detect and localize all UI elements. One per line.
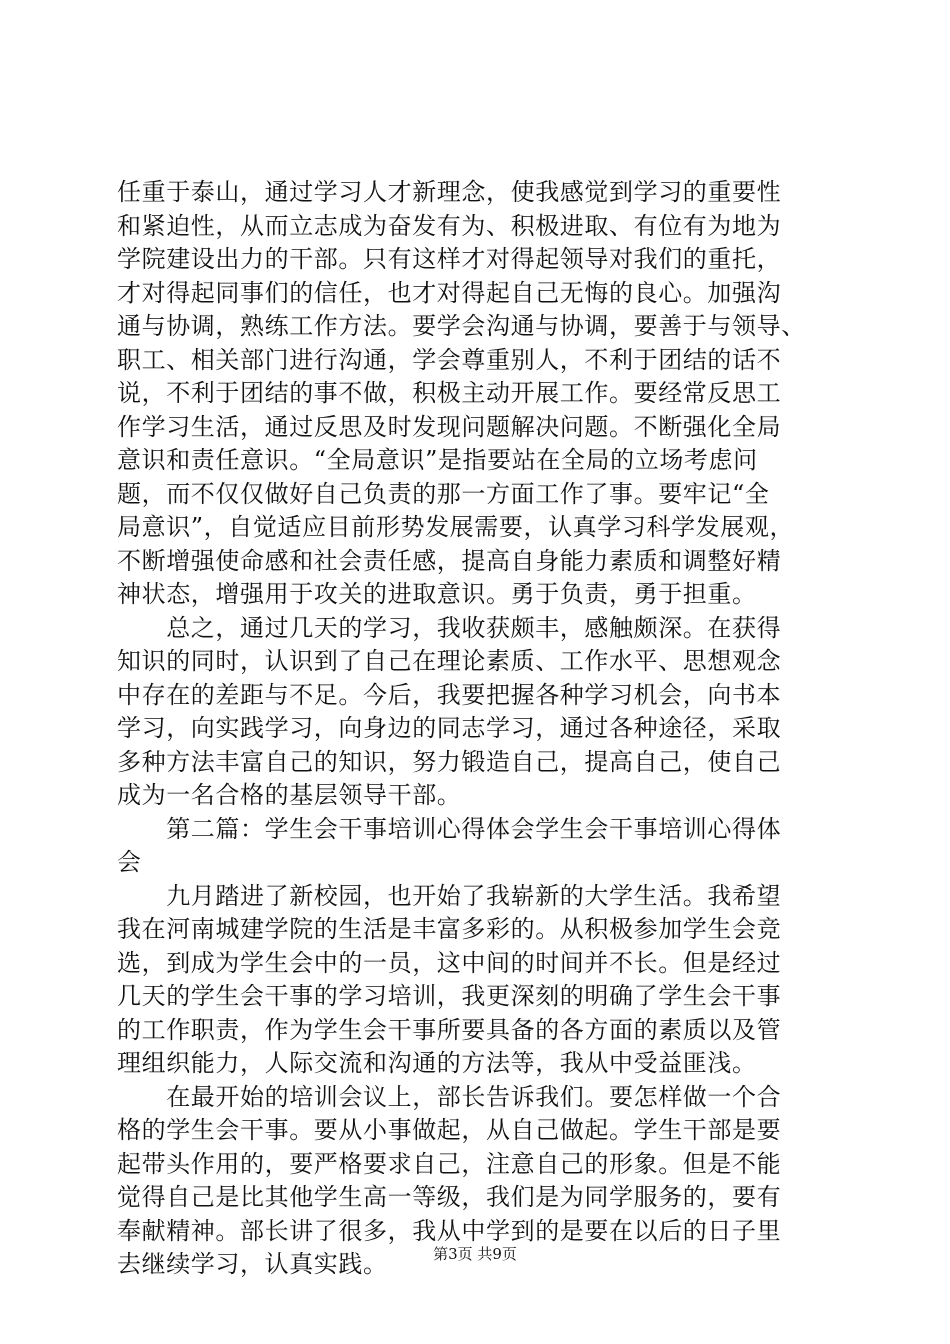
text-line: 九月踏进了新校园，也开始了我崭新的大学生活。我希望 <box>117 881 782 910</box>
text-line: 奉献精神。部长讲了很多，我从中学到的是要在以后的日子里 <box>117 1216 782 1245</box>
text-line: 选，到成为学生会中的一员，这中间的时间并不长。但是经过 <box>117 948 782 977</box>
text-line: 中存在的差距与不足。今后，我要把握各种学习机会，向书本 <box>117 680 782 709</box>
text-line: 学院建设出力的干部。只有这样才对得起领导对我们的重托， <box>117 245 782 273</box>
text-line: 题，而不仅仅做好自己负责的那一方面工作了事。要牢记“全 <box>117 479 770 508</box>
text-line: 作学习生活，通过反思及时发现问题解决问题。不断强化全局 <box>117 412 782 441</box>
text-line: 说，不利于团结的事不做，积极主动开展工作。要经常反思工 <box>117 379 782 407</box>
body-text <box>117 176 827 1282</box>
text-line: 局意识”，自觉适应目前形势发展需要，认真学习科学发展观， <box>117 513 795 541</box>
text-line: 神状态，增强用于攻关的进取意识。勇于负责，勇于担重。 <box>117 580 757 608</box>
text-line: 我在河南城建学院的生活是丰富多彩的。从积极参加学生会竞 <box>117 915 782 943</box>
text-line: 成为一名合格的基层领导干部。 <box>117 781 462 809</box>
text-line: 通与协调，熟练工作方法。要学会沟通与协调，要善于与领导、 <box>117 312 806 340</box>
text-line: 任重于泰山，通过学习人才新理念，使我感觉到学习的重要性 <box>117 178 782 206</box>
text-line: 总之，通过几天的学习，我收获颇丰，感触颇深。在获得 <box>117 613 782 642</box>
text-line: 学习，向实践学习，向身边的同志学习，通过各种途径，采取 <box>117 714 782 742</box>
text-line: 去继续学习，认真实践。 <box>117 1250 388 1278</box>
section-heading-line: 会 <box>117 848 142 876</box>
text-line: 在最开始的培训会议上，部长告诉我们。要怎样做一个合 <box>117 1082 782 1111</box>
page-number-footer: 第3页 共9页 <box>433 1245 517 1263</box>
text-line: 才对得起同事们的信任，也才对得起自己无悔的良心。加强沟 <box>117 278 782 307</box>
text-line: 意识和责任意识。“全局意识”是指要站在全局的立场考虑问 <box>117 446 758 474</box>
text-line: 理组织能力，人际交流和沟通的方法等，我从中受益匪浅。 <box>117 1049 757 1077</box>
text-line: 知识的同时，认识到了自己在理论素质、工作水平、思想观念 <box>117 647 782 675</box>
section-heading-line: 第二篇：学生会干事培训心得体会学生会干事培训心得体 <box>117 814 782 843</box>
text-line: 多种方法丰富自己的知识，努力锻造自己，提高自己，使自己 <box>117 747 782 776</box>
text-line: 觉得自己是比其他学生高一等级，我们是为同学服务的，要有 <box>117 1183 782 1211</box>
text-line: 的工作职责，作为学生会干事所要具备的各方面的素质以及管 <box>117 1015 782 1044</box>
text-line: 几天的学生会干事的学习培训，我更深刻的明确了学生会干事 <box>117 982 782 1010</box>
text-line: 不断增强使命感和社会责任感，提高自身能力素质和调整好精 <box>117 546 782 575</box>
text-line: 和紧迫性，从而立志成为奋发有为、积极进取、有位有为地为 <box>117 211 782 240</box>
text-line: 职工、相关部门进行沟通，学会尊重别人，不利于团结的话不 <box>117 345 782 374</box>
text-line: 格的学生会干事。要从小事做起，从自己做起。学生干部是要 <box>117 1116 782 1144</box>
text-line: 起带头作用的，要严格要求自己，注意自己的形象。但是不能 <box>117 1149 782 1178</box>
